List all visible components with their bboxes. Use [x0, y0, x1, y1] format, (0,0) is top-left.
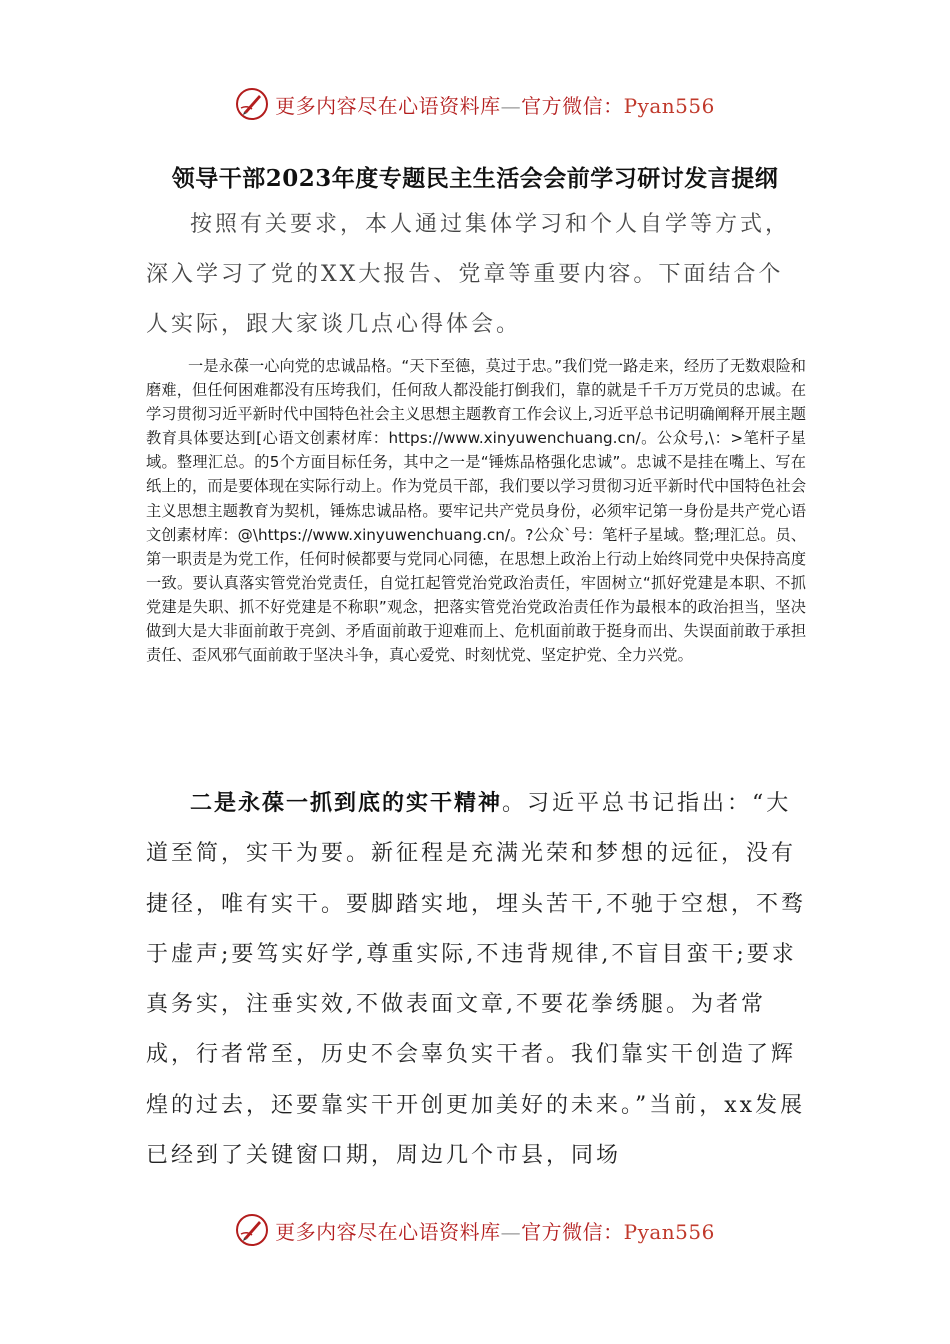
- section-1-paragraph: 一是永葆一心向党的忠诚品格。“天下至德，莫过于忠。”我们党一路走来，经历了无数艰险和磨难，但任何困难都没有压垮我们，任何敌人都没能打倒我们，靠的就是千千万万党员的忠诚。在学习贯彻习近平新时代中国特色社会主义思想主题教育工作会议上,习近平总书记明确阐释开展主题教育具体要达到[心语文创素材库：https://www.xinyuwenchuang.cn/。公众号,\：>笔杆子星域。整理汇总。的5个方面目标任务，其中之一是“锤炼品格强化忠诚”。忠诚不是挂在嘴上、写在纸上的，而是要体现在实际行动上。作为党员干部，我们要以学习贯彻习近平新时代中国特色社会主义思想主题教育为契机，锤炼忠诚品格。要牢记共产党员身份，必须牢记第一身份是共产党心语文创素材库：@\https://www.xinyuwenchuang.cn/。?公众`号：笔杆子星域。整;理汇总。员、第一职责是为党工作，任何时候都要与党同心同德，在思想上政治上行动上始终同党中央保持高度一致。要认真落实管党治党责任，自觉扛起管党治党政治责任，牢固树立“抓好党建是本职、不抓党建是失职、抓不好党建是不称职”观念，把落实管党治党政治责任作为最根本的政治担当，坚决做到大是大非面前敢于亮剑、矛盾面前敢于迎难而上、危机面前敢于挺身而出、失误面前敢于承担责任、歪风邪气面前敢于坚决斗争，真心爱党、时刻忧党、坚定护党、全力兴党。: [146, 357, 806, 665]
- banner-wechat-label: 官方微信：: [521, 1219, 624, 1244]
- footer-banner: [0, 1210, 950, 1250]
- banner-wechat-label: 官方微信：: [521, 93, 624, 118]
- banner-separator: —: [500, 93, 522, 118]
- banner-main: 更多内容尽在心语资料库: [275, 93, 501, 118]
- section-2-paragraph: [146, 779, 806, 1181]
- document-title: 领导干部2023年度专题民主生活会会前学习研讨发言提纲: [171, 165, 779, 192]
- quill-logo-icon: [235, 1213, 269, 1247]
- banner-wechat-id: Pyan556: [623, 93, 715, 118]
- header-banner: [0, 84, 950, 124]
- banner-wechat-id: Pyan556: [623, 1219, 715, 1244]
- intro-paragraph: 按照有关要求，本人通过集体学习和个人自学等方式，深入学习了党的XX大报告、党章等重要内容。下面结合个人实际，跟大家谈几点心得体会。: [146, 212, 791, 337]
- section-2-body: 。习近平总书记指出：“大道至简，实干为要。新征程是充满光荣和梦想的远征，没有捷径，唯有实干。要脚踏实地，埋头苦干,不驰于空想，不骛于虚声;要笃实好学,尊重实际,不违背规律,不盲目蛮干;要求真务实，注垂实效,不做表面文章,不要花拳绣腿。为者常成，行者常至，历史不会辜负实干者。我们靠实干创造了辉煌的过去，还要靠实干开创更加美好的未来。”当前，xx发展已经到了关键窗口期，周边几个市县，同场: [146, 791, 806, 1169]
- section-2-heading: 二是永葆一抓到底的实干精神: [190, 791, 503, 816]
- banner-main: 更多内容尽在心语资料库: [275, 1219, 501, 1244]
- banner-text: [275, 1216, 715, 1245]
- quill-logo-icon: [235, 87, 269, 121]
- banner-text: [275, 90, 715, 119]
- banner-separator: —: [500, 1219, 522, 1244]
